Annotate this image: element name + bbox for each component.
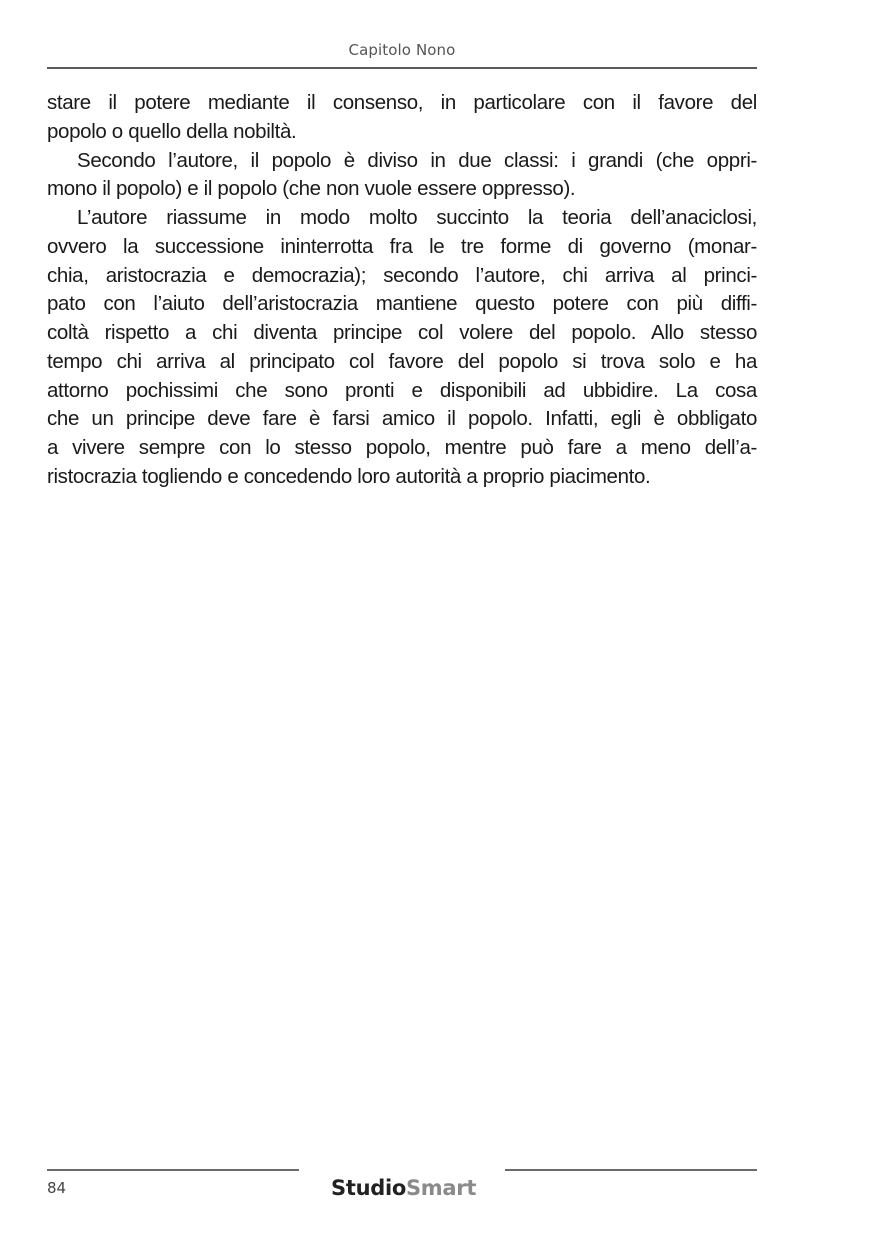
brand-logo-part-smart: Smart — [405, 1176, 477, 1200]
text-line: tempo chi arriva al principato col favore del popolo si trova solo e ha — [47, 349, 757, 373]
brand-logo — [331, 1176, 476, 1200]
body-text — [47, 89, 757, 492]
text-line: popolo o quello della nobiltà. — [47, 119, 297, 143]
text-line: stare il potere mediante il consenso, in particolare con il favore del — [47, 91, 757, 114]
footer-rule-right — [505, 1169, 757, 1171]
text-line: coltà rispetto a chi diventa principe col volere del popolo. Allo stesso — [47, 321, 757, 344]
text-line: L’autore riassume in modo molto succinto la teoria dell’anaciclosi, — [77, 206, 757, 229]
text-line: ristocrazia togliendo e concedendo loro autorità a proprio piacimento. — [47, 464, 651, 488]
running-header-title: Capitolo Nono — [348, 41, 456, 59]
header-rule — [47, 67, 757, 69]
footer-rule-left — [47, 1169, 299, 1171]
text-line: ovvero la successione ininterrotta fra le tre forme di governo (monar- — [47, 234, 757, 258]
page-number: 84 — [47, 1179, 67, 1197]
text-line: chia, aristocrazia e democrazia); secondo l’autore, chi arriva al princi- — [47, 263, 757, 287]
text-line: che un principe deve fare è farsi amico il popolo. Infatti, egli è obbligato — [47, 407, 757, 431]
text-line: Secondo l’autore, il popolo è diviso in due classi: i grandi (che oppri- — [77, 148, 757, 172]
text-line: attorno pochissimi che sono pronti e disponibili ad ubbidire. La cosa — [47, 378, 757, 402]
text-line: pato con l’aiuto dell’aristocrazia mantiene questo potere con più diffi- — [47, 292, 757, 316]
brand-logo-part-studio: Studio — [331, 1176, 406, 1200]
text-line: mono il popolo) e il popolo (che non vuole essere oppresso). — [47, 177, 576, 201]
text-line: a vivere sempre con lo stesso popolo, mentre può fare a meno dell’a- — [47, 436, 757, 459]
